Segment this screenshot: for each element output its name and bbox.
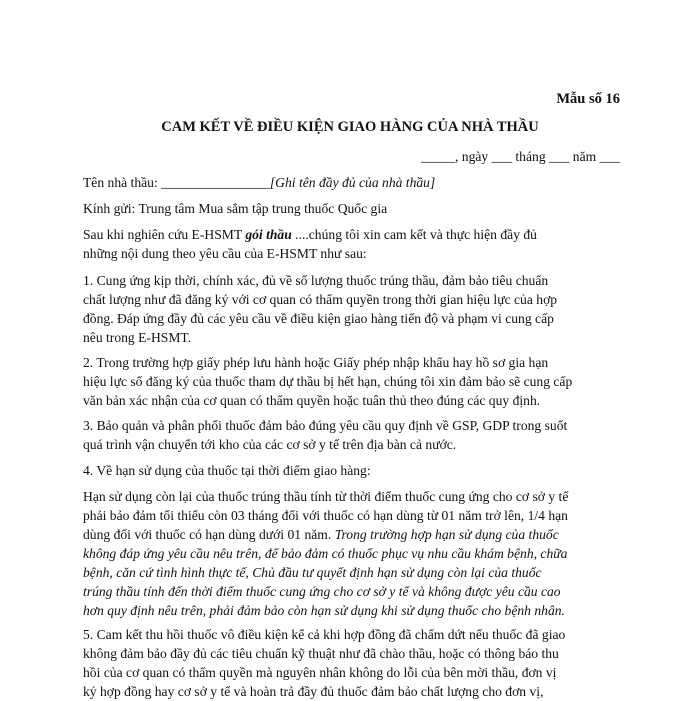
intro-text-2: ....chúng tôi xin cam kết và thực hiện đầy đủ xyxy=(291,227,537,242)
item-5-line: hồi của cơ quan có thẩm quyền mà nguyên nhân không do lỗi của bên mời thầu, đơn vị xyxy=(83,665,557,680)
form-number: Mẫu số 16 xyxy=(556,91,620,107)
item-4-italic-line: Trong trường hợp hạn sử dụng của thuốc xyxy=(334,527,559,542)
item-3 xyxy=(83,416,623,454)
item-4-heading xyxy=(83,461,623,480)
item-4-body xyxy=(83,487,623,620)
date-line: _____, ngày ___ tháng ___ năm ___ xyxy=(421,149,620,164)
recipient-text: Kính gửi: Trung tâm Mua sắm tập trung thuốc Quốc gia xyxy=(83,201,388,216)
item-1-line: đồng. Đáp ứng đầy đủ các yêu cầu về điều kiện giao hàng tiến độ và phạm vi cung cấp xyxy=(83,311,554,326)
item-4-italic-line: bệnh, căn cứ tình hình thực tế, Chủ đầu tư quyết định hạn sử dụng còn lại của thuốc xyxy=(83,565,542,580)
document-title: CAM KẾT VỀ ĐIỀU KIỆN GIAO HÀNG CỦA NHÀ THẦU xyxy=(161,119,539,135)
contractor-label: Tên nhà thầu: ________________ xyxy=(83,175,270,190)
item-2-line: 2. Trong trường hợp giấy phép lưu hành hoặc Giấy phép nhập khẩu hay hồ sơ gia hạn xyxy=(83,355,549,370)
item-4-heading-text: 4. Về hạn sử dụng của thuốc tại thời điểm giao hàng: xyxy=(83,463,371,478)
recipient-line xyxy=(83,199,623,218)
item-5-line: không đảm bảo đầy đủ các tiêu chuẩn kỹ thuật như đã chào thầu, hoặc có thông báo thu xyxy=(83,646,559,661)
item-4-italic-line: hơn quy định nêu trên, phải đảm bảo còn hạn sử dụng khi sử dụng thuốc cho bệnh nhân. xyxy=(83,603,565,618)
item-4-line: Hạn sử dụng còn lại của thuốc trúng thầu tính từ thời điểm thuốc cung ứng cho cơ sở y tế xyxy=(83,489,569,504)
item-3-line: 3. Bảo quản và phân phối thuốc đảm bảo đúng yêu cầu quy định về GSP, GDP trong suốt xyxy=(83,418,568,433)
item-2 xyxy=(83,353,623,410)
item-2-line: văn bản xác nhận của cơ quan có thẩm quyền hoặc tuân thủ theo đúng các quy định. xyxy=(83,393,541,408)
intro-text-1: Sau khi nghiên cứu E-HSMT xyxy=(83,227,246,242)
item-5-line: 5. Cam kết thu hồi thuốc vô điều kiện kể cả khi hợp đồng đã chấm dứt nếu thuốc đã giao xyxy=(83,627,566,642)
item-5 xyxy=(83,625,623,701)
item-4-line: phải bảo đảm tối thiểu còn 03 tháng đối với thuốc có hạn dùng từ 01 năm trở lên, 1/4 hạn xyxy=(83,508,568,523)
intro-paragraph xyxy=(83,225,623,263)
item-4-line: dùng đối với thuốc có hạn dùng dưới 01 năm. xyxy=(83,527,335,542)
item-3-line: quá trình vận chuyển tới kho của các cơ sở y tế trên địa bàn cả nước. xyxy=(83,437,457,452)
item-5-line: ký hợp đồng hay cơ sở y tế và hoàn trả đầy đủ thuốc đảm bảo chất lượng cho đơn vị, xyxy=(83,684,544,699)
item-1 xyxy=(83,271,623,347)
item-2-line: hiệu lực số đăng ký của thuốc tham dự thầu bị hết hạn, chúng tôi xin đảm bảo sẽ cung cấp xyxy=(83,374,573,389)
intro-bid-package: gói thầu xyxy=(245,227,292,242)
item-1-line: nêu trong E-HSMT. xyxy=(83,330,192,345)
item-4-italic-line: trúng thầu tính đến thời điểm thuốc cung ứng cho cơ sở y tế và không được yêu cầu cao xyxy=(83,584,561,599)
contractor-hint: [Ghi tên đầy đủ của nhà thầu] xyxy=(269,175,436,190)
item-1-line: 1. Cung ứng kịp thời, chính xác, đủ về số lượng thuốc trúng thầu, đảm bảo tiêu chuẩn xyxy=(83,273,549,288)
contractor-line xyxy=(83,173,623,192)
item-4-italic-line: không đáp ứng yêu cầu nêu trên, để bảo đảm có thuốc phục vụ nhu cầu khám bệnh, chữa xyxy=(83,546,568,561)
item-1-line: chất lượng như đã đăng ký với cơ quan có thẩm quyền trong thời gian hiệu lực của hợp xyxy=(83,292,558,307)
intro-text-3: những nội dung theo yêu cầu của E-HSMT như sau: xyxy=(83,246,367,261)
